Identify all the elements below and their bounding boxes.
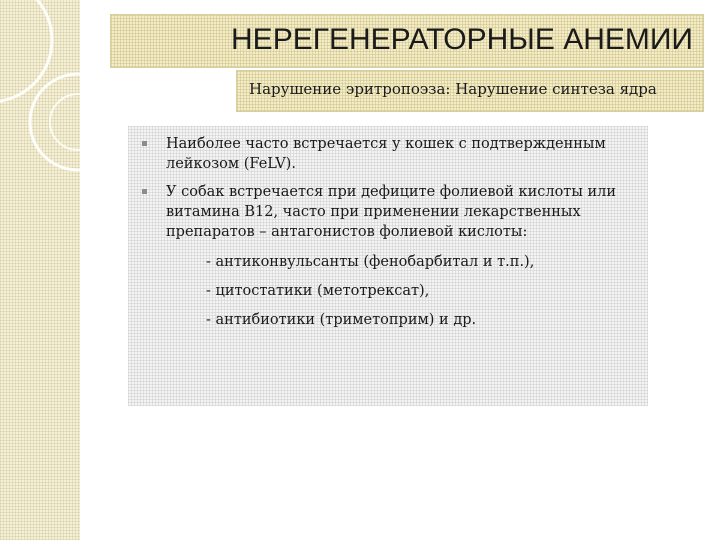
bullet-text: Наиболее часто встречается у кошек с подтвержденным лейкозом (FeLV). <box>166 136 606 172</box>
bullet-item <box>140 134 640 174</box>
slide-title: НЕРЕГЕНЕРАТОРНЫЕ АНЕМИИ <box>231 23 693 56</box>
subtitle-box <box>236 70 704 112</box>
bullet-text: У собак встречается при дефиците фолиевой кислоты или витамина В12, часто при применении лекарственных препаратов – антагонистов фолиевой кислоты: <box>166 184 617 240</box>
title-bar <box>110 14 704 68</box>
drug-item: - антибиотики (триметоприм) и др. <box>206 312 477 328</box>
decorative-arcs <box>0 0 120 200</box>
bullet-list <box>140 134 640 250</box>
drug-list <box>206 252 534 339</box>
bullet-square-icon <box>142 189 147 194</box>
slide-subtitle: Нарушение эритропоэза: Нарушение синтеза ядра <box>249 80 657 98</box>
bullet-item <box>140 182 640 242</box>
bullet-square-icon <box>142 141 147 146</box>
drug-item: - антиконвульсанты (фенобарбитал и т.п.), <box>206 254 535 270</box>
drug-item: - цитостатики (метотрексат), <box>206 283 430 299</box>
content-box <box>128 126 648 406</box>
